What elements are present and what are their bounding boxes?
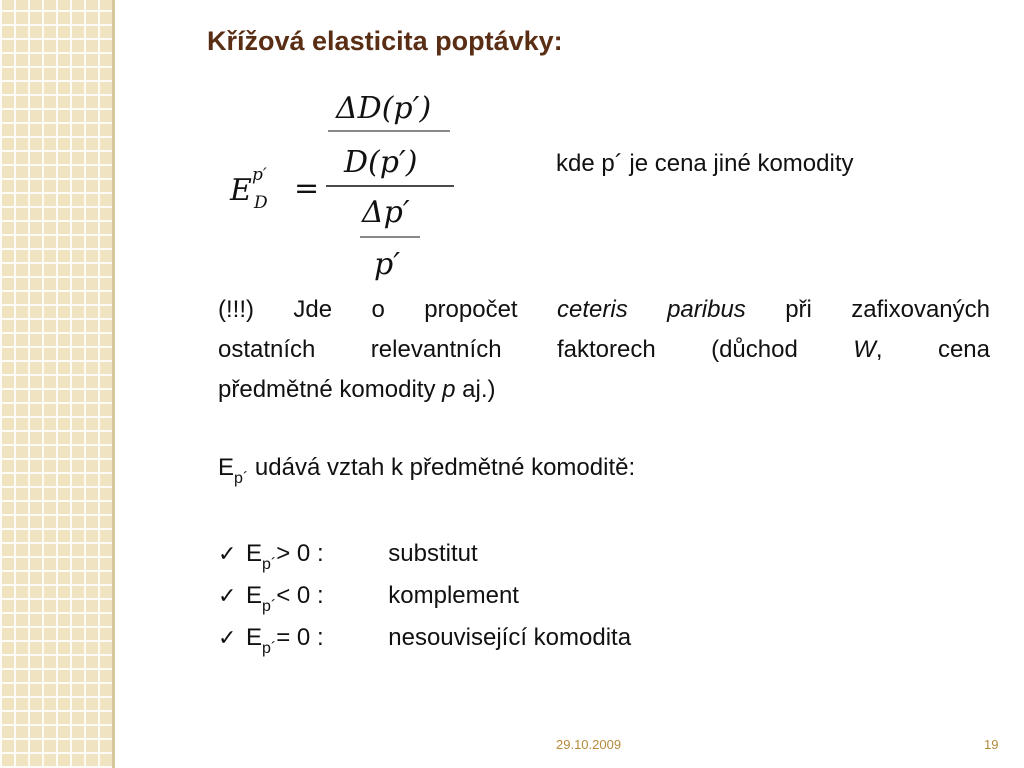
paragraph-text: aj.) [455, 376, 496, 403]
footer-date: 29.10.2009 [556, 737, 622, 752]
paragraph-text: při zafixovaných [745, 296, 990, 323]
paragraph-line-1 [218, 290, 990, 330]
formula-lhs-symbol: E [230, 173, 252, 208]
relation-symbol: E [218, 454, 235, 481]
paragraph-line-3 [218, 370, 990, 410]
condition-subscript: p´ [262, 640, 277, 657]
relation-subscript: p´ [234, 470, 249, 487]
footer-page-number: 19 [984, 737, 999, 752]
relation-statement [218, 454, 635, 488]
condition-label: substitut [388, 540, 478, 567]
condition-item-complement [218, 578, 631, 620]
paragraph-text: předmětné komodity [218, 376, 443, 403]
formula-denominator-bottom: p′ [374, 247, 401, 282]
formula-numerator-bottom: D(p′) [344, 145, 418, 180]
formula-denominator-top: Δp′ [362, 195, 410, 230]
condition-symbol: E [246, 582, 263, 609]
condition-label: nesouvisející komodita [388, 624, 632, 651]
paragraph-italic-term: ceteris paribus [557, 296, 746, 323]
decorative-side-strip [0, 0, 112, 768]
condition-expression: < 0 : [276, 582, 324, 609]
formula-equals: = [294, 171, 320, 206]
condition-symbol: E [246, 624, 263, 651]
formula-numerator-top: ΔD(p′) [336, 91, 432, 126]
slide-title: Křížová elasticita poptávky: [207, 26, 563, 56]
formula-explanation: kde p´ je cena jiné komodity [556, 150, 854, 177]
elasticity-formula [228, 82, 468, 282]
condition-expression: = 0 : [276, 624, 324, 651]
paragraph-italic-term: p [442, 376, 456, 403]
paragraph-italic-term: W [853, 336, 876, 363]
ceteris-paribus-paragraph [218, 290, 990, 410]
check-icon: ✓ [218, 625, 237, 650]
paragraph-text: ostatních relevantních faktorech (důchod [218, 336, 854, 363]
side-strip-border [112, 0, 115, 768]
paragraph-text: (!!!) Jde o propočet [218, 296, 557, 323]
formula-lhs-subscript: D [254, 193, 268, 213]
condition-item-substitute [218, 536, 631, 578]
condition-subscript: p´ [262, 598, 277, 615]
condition-item-unrelated [218, 620, 631, 662]
paragraph-line-2 [218, 330, 990, 370]
check-icon: ✓ [218, 541, 237, 566]
check-icon: ✓ [218, 583, 237, 608]
paragraph-text: , cena [875, 336, 990, 363]
formula-lhs-superscript: p′ [252, 165, 267, 185]
relation-text: udává vztah k předmětné komoditě: [248, 454, 636, 481]
condition-label: komplement [388, 582, 519, 609]
condition-list [218, 536, 631, 662]
condition-expression: > 0 : [276, 540, 324, 567]
condition-symbol: E [246, 540, 263, 567]
condition-subscript: p´ [262, 556, 277, 573]
